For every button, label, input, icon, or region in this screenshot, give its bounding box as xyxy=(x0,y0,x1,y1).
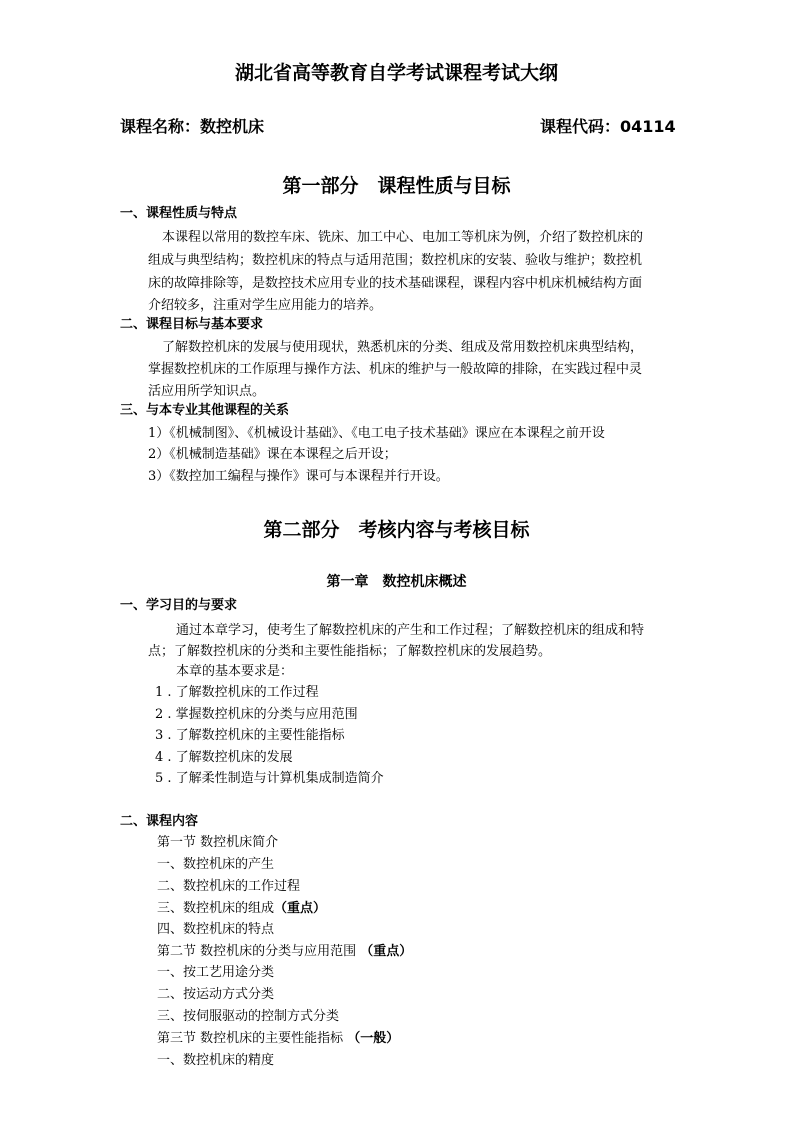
emphasis-tag: （重点） xyxy=(274,901,327,916)
content-item-text: 一、数控机床的产生 xyxy=(157,857,275,872)
course-name: 课程名称：数控机床 xyxy=(120,117,265,136)
content-item-text: 第二节 数控机床的分类与应用范围 xyxy=(157,944,361,959)
emphasis-tag: （重点） xyxy=(360,944,413,959)
paragraph-line: 本章的基本要求是： xyxy=(176,664,294,679)
content-item-text: 二、按运动方式分类 xyxy=(157,987,275,1002)
content-item xyxy=(157,879,300,895)
section-heading: 二、课程目标与基本要求 xyxy=(120,317,264,332)
chapter-heading: 第一章 数控机床概述 xyxy=(326,574,467,590)
content-item xyxy=(157,857,274,873)
course-code: 课程代码：04114 xyxy=(540,117,676,136)
content-item xyxy=(157,922,274,938)
emphasis-tag: （一般） xyxy=(347,1031,400,1046)
list-item: 4 . 了解数控机床的发展 xyxy=(155,750,293,765)
document-title: 湖北省高等教育自学考试课程考试大纲 xyxy=(234,62,558,84)
content-item xyxy=(157,901,326,917)
content-item-text: 一、数控机床的精度 xyxy=(157,1053,275,1068)
section-heading: 一、课程性质与特点 xyxy=(120,206,238,221)
list-item: 2 . 掌握数控机床的分类与应用范围 xyxy=(155,707,358,722)
paragraph-line: 组成与典型结构；数控机床的特点与适用范围；数控机床的安装、验收与维护；数控机 xyxy=(148,253,643,268)
list-item: 1 . 了解数控机床的工作过程 xyxy=(155,685,319,700)
content-item xyxy=(157,987,274,1003)
paragraph-line: 活应用所学知识点。 xyxy=(148,384,266,399)
paragraph-line: 床的故障排除等，是数控技术应用专业的技术基础课程，课程内容中机床机械结构方面 xyxy=(148,276,643,291)
content-item xyxy=(157,965,274,981)
content-item-text: 一、按工艺用途分类 xyxy=(157,965,275,980)
content-item xyxy=(157,1031,399,1047)
content-item-text: 三、数控机床的组成 xyxy=(157,901,275,916)
section-heading: 三、与本专业其他课程的关系 xyxy=(120,403,290,418)
content-item xyxy=(157,835,278,851)
content-item xyxy=(157,1053,274,1069)
part1-heading: 第一部分 课程性质与目标 xyxy=(282,175,511,197)
content-item-text: 第一节 数控机床简介 xyxy=(157,835,279,850)
paragraph-line: 了解数控机床的发展与使用现状，熟悉机床的分类、组成及常用数控机床典型结构， xyxy=(162,340,644,355)
list-item: 3 . 了解数控机床的主要性能指标 xyxy=(155,728,345,743)
section-heading: 一、学习目的与要求 xyxy=(120,598,238,613)
paragraph-line: 介绍较多，注重对学生应用能力的培养。 xyxy=(148,298,383,313)
content-item xyxy=(157,944,412,960)
paragraph-line: 通过本章学习，使考生了解数控机床的产生和工作过程；了解数控机床的组成和特 xyxy=(176,623,645,638)
paragraph-line: 本课程以常用的数控车床、铣床、加工中心、电加工等机床为例，介绍了数控机床的 xyxy=(162,230,644,245)
content-item-text: 四、数控机床的特点 xyxy=(157,922,275,937)
list-item: 1）《机械制图》、《机械设计基础》、《电工电子技术基础》课应在本课程之前开设 xyxy=(148,426,605,441)
list-item: 3）《数控加工编程与操作》课可与本课程并行开设。 xyxy=(148,469,449,484)
list-item: 5 . 了解柔性制造与计算机集成制造简介 xyxy=(155,771,384,786)
content-item-text: 三、按伺服驱动的控制方式分类 xyxy=(157,1009,340,1024)
part2-heading: 第二部分 考核内容与考核目标 xyxy=(263,519,530,541)
paragraph-line: 掌握数控机床的工作原理与操作方法、机床的维护与一般故障的排除，在实践过程中灵 xyxy=(148,362,643,377)
list-item: 2）《机械制造基础》课在本课程之后开设； xyxy=(148,447,397,462)
content-item-text: 第三节 数控机床的主要性能指标 xyxy=(157,1031,348,1046)
content-item-text: 二、数控机床的工作过程 xyxy=(157,879,301,894)
section-heading: 二、课程内容 xyxy=(120,814,199,829)
paragraph-line: 点；了解数控机床的分类和主要性能指标；了解数控机床的发展趋势。 xyxy=(148,644,552,659)
content-item xyxy=(157,1009,339,1025)
